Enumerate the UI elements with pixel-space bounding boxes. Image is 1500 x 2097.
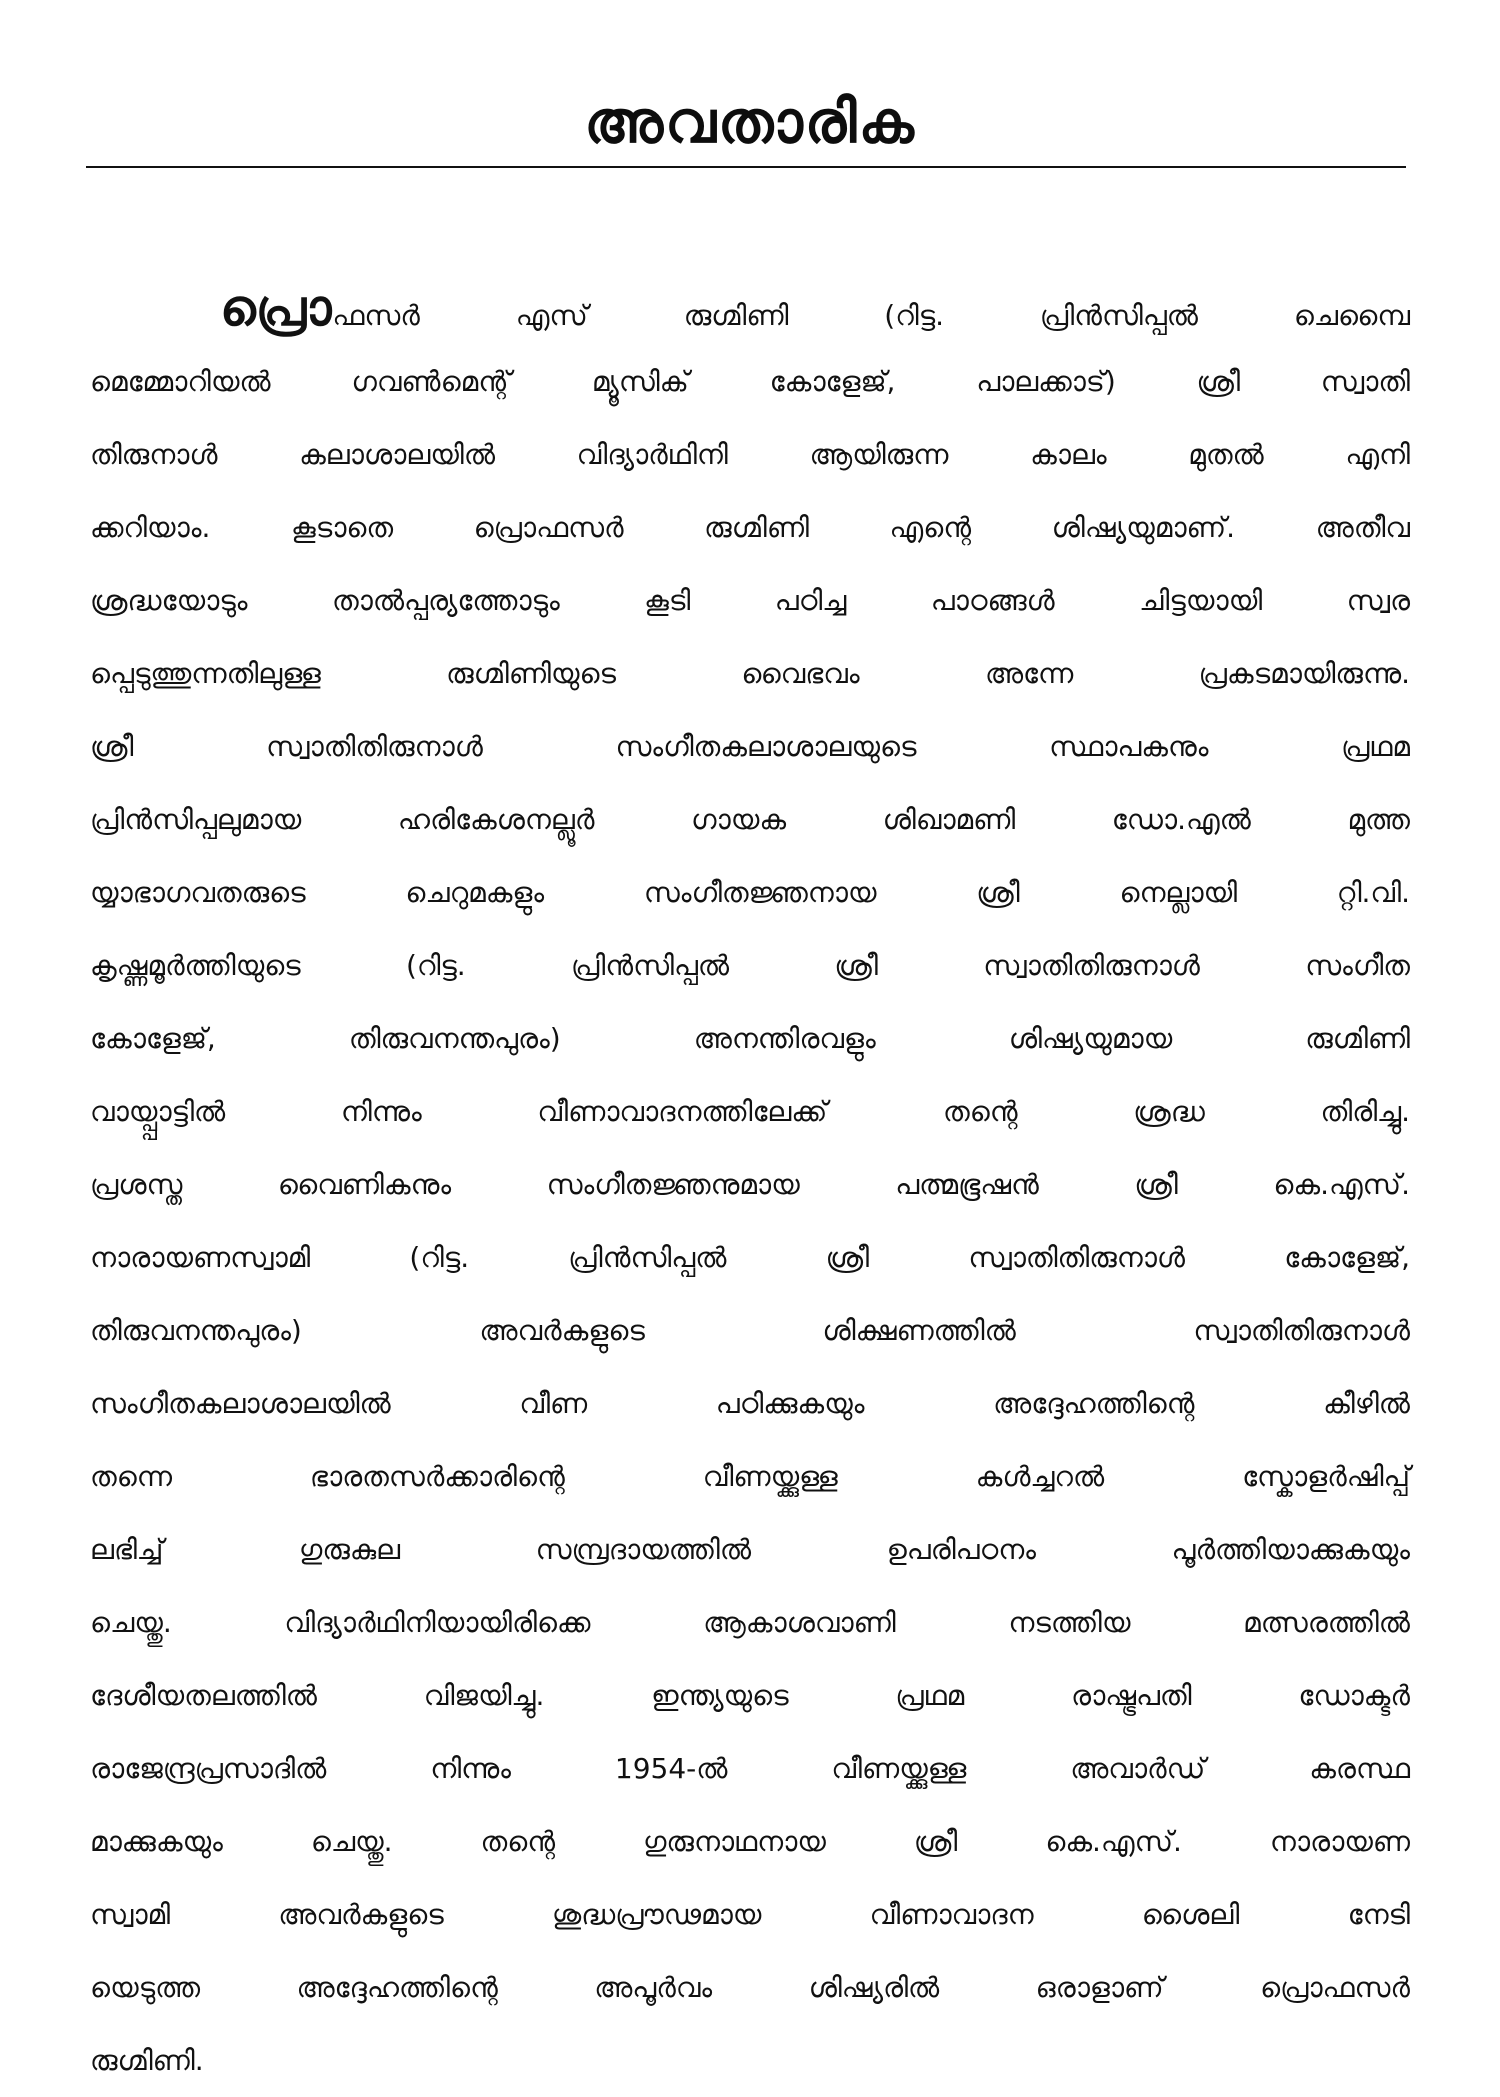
drop-cap: പ്രൊ <box>220 279 333 337</box>
text-line-content: ഫസർ എസ് രുഗ്മിണി (റിട്ട. പ്രിൻസിപ്പൽ ചെമ്പൈ <box>332 299 1410 332</box>
text-line: നാരായണസ്വാമി (റിട്ട. പ്രിൻസിപ്പൽ ശ്രീ സ്വാതിതിരുനാൾ കോളേജ്, <box>90 1241 1410 1274</box>
text-line: വായ്പ്പാട്ടിൽ നിന്നും വീണാവാദനത്തിലേക്ക് തന്റെ ശ്രദ്ധ തിരിച്ചു. <box>90 1095 1410 1128</box>
text-line: രാജേന്ദ്രപ്രസാദിൽ നിന്നും 1954-ൽ വീണയ്ക്കുള്ള അവാർഡ് കരസ്ഥ <box>90 1752 1410 1785</box>
text-line: യ്യാഭാഗവതരുടെ ചെറുമകളും സംഗീതജ്ഞനായ ശ്രീ നെല്ലായി റ്റി.വി. <box>90 876 1410 909</box>
text-line: തന്നെ ഭാരതസർക്കാരിന്റെ വീണയ്ക്കുള്ള കൾച്ചറൽ സ്കോളർഷിപ്പ് <box>90 1460 1410 1493</box>
text-line: ലഭിച്ച് ഗുരുകുല സമ്പ്രദായത്തിൽ ഉപരിപഠനം പൂർത്തിയാക്കുകയും <box>90 1533 1410 1566</box>
text-line: ചെയ്തു. വിദ്യാർഥിനിയായിരിക്കെ ആകാശവാണി നടത്തിയ മത്സരത്തിൽ <box>90 1606 1410 1639</box>
text-line: മെമ്മോറിയൽ ഗവൺമെന്റ് മ്യൂസിക് കോളേജ്, പാലക്കാട്) ശ്രീ സ്വാതി <box>90 365 1410 398</box>
body-paragraph <box>90 272 1410 2097</box>
text-line: കൃഷ്ണമൂർത്തിയുടെ (റിട്ട. പ്രിൻസിപ്പൽ ശ്രീ സ്വാതിതിരുനാൾ സംഗീത <box>90 949 1410 982</box>
text-line: കോളേജ്, തിരുവനന്തപുരം) അനന്തിരവളും ശിഷ്യയുമായ രുഗ്മിണി <box>90 1022 1410 1055</box>
text-line: സംഗീതകലാശാലയിൽ വീണ പഠിക്കുകയും അദ്ദേഹത്തിന്റെ കീഴിൽ <box>90 1387 1410 1420</box>
text-line: ശ്രീ സ്വാതിതിരുനാൾ സംഗീതകലാശാലയുടെ സ്ഥാപകനും പ്രഥമ <box>90 730 1410 763</box>
text-line <box>90 272 1410 345</box>
text-line: തിരുവനന്തപുരം) അവർകളുടെ ശിക്ഷണത്തിൽ സ്വാതിതിരുനാൾ <box>90 1314 1410 1347</box>
page-title: അവതാരിക <box>584 88 916 156</box>
title-underline <box>86 166 1406 168</box>
text-line: ക്കറിയാം. കൂടാതെ പ്രൊഫസർ രുഗ്മിണി എന്റെ ശിഷ്യയുമാണ്. അതീവ <box>90 511 1410 544</box>
text-line: ശ്രദ്ധയോടും താൽപ്പര്യത്തോടും കൂടി പഠിച്ച പാഠങ്ങൾ ചിട്ടയായി സ്വര <box>90 584 1410 617</box>
text-line: സ്വാമി അവർകളുടെ ശുദ്ധപ്രൗഢമായ വീണാവാദന ശൈലി നേടി <box>90 1898 1410 1931</box>
text-line: പ്പെടുത്തുന്നതിലുള്ള രുഗ്മിണിയുടെ വൈഭവം അന്നേ പ്രകടമായിരുന്നു. <box>90 657 1410 690</box>
text-line: പ്രിൻസിപ്പലുമായ ഹരികേശനല്ലൂർ ഗായക ശിഖാമണി ഡോ.എൽ മുത്ത <box>90 803 1410 836</box>
text-line: ദേശീയതലത്തിൽ വിജയിച്ചു. ഇന്ത്യയുടെ പ്രഥമ രാഷ്ട്രപതി ഡോക്ടർ <box>90 1679 1410 1712</box>
text-line: തിരുനാൾ കലാശാലയിൽ വിദ്യാർഥിനി ആയിരുന്ന കാലം മുതൽ എനി <box>90 438 1410 471</box>
text-line: രുഗ്മിണി. <box>90 2044 204 2077</box>
text-line: പ്രശസ്ത വൈണികനും സംഗീതജ്ഞനുമായ പത്മഭൂഷൻ ശ്രീ കെ.എസ്. <box>90 1168 1410 1201</box>
text-line: മാക്കുകയും ചെയ്തു. തന്റെ ഗുരുനാഥനായ ശ്രീ കെ.എസ്. നാരായണ <box>90 1825 1410 1858</box>
text-line: യെടുത്ത അദ്ദേഹത്തിന്റെ അപൂർവം ശിഷ്യരിൽ ഒരാളാണ് പ്രൊഫസർ <box>90 1971 1410 2004</box>
